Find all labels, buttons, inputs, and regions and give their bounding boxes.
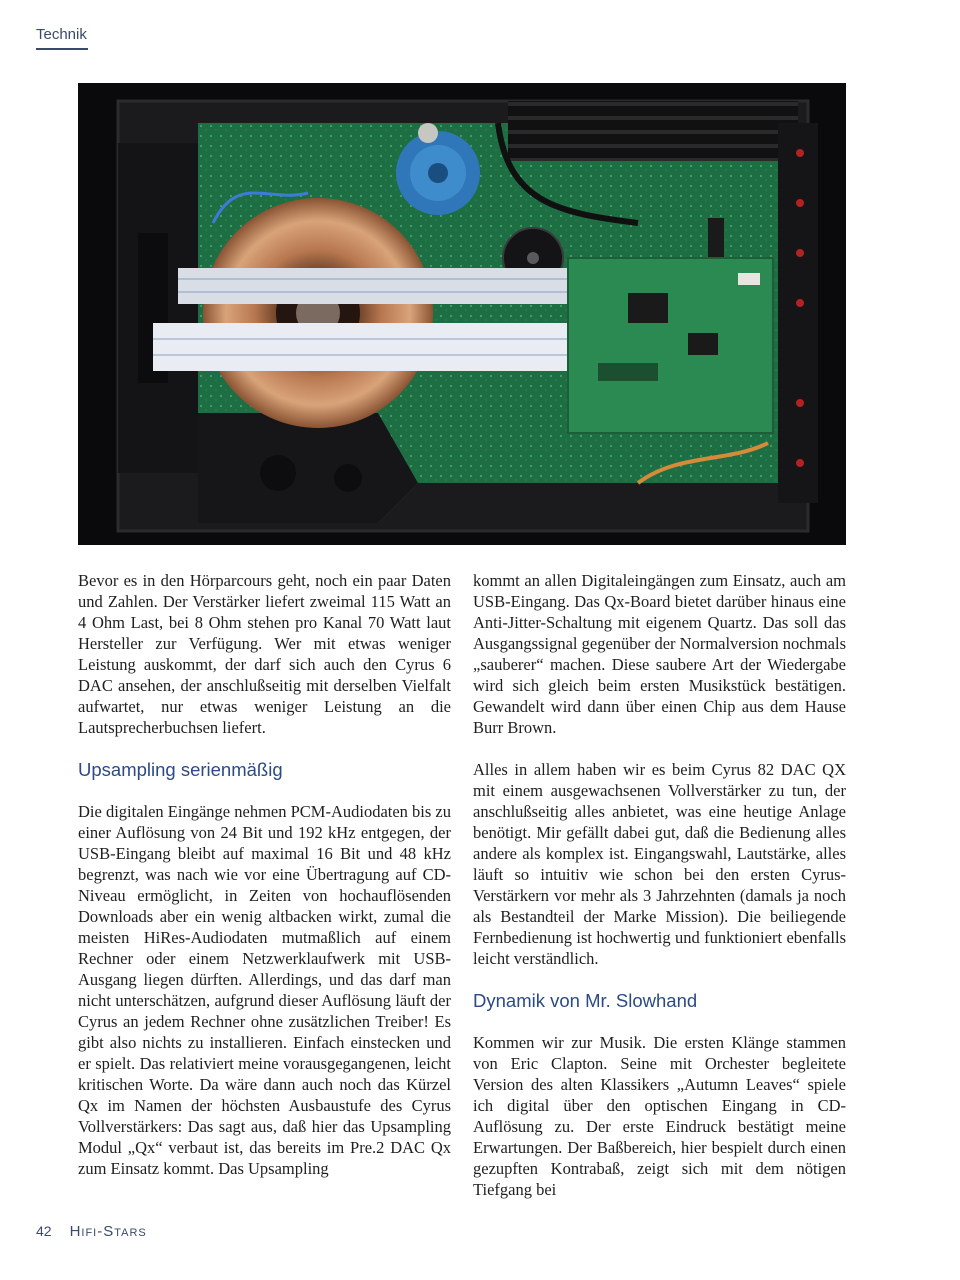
section-label: Technik: [36, 26, 87, 43]
body-paragraph: Alles in allem haben wir es beim Cyrus 82 DAC QX mit einem ausgewachsenen Vollverstärker zu tun, der anschlußseitig alles anbietet, was eine heutige Anlage benötigt. Mir gefällt dabei gut, daß die Bedienung alles andere als komplex ist. Eingangswahl, Lautstärke, alles läuft so intuitiv wie schon bei den ersten Cyrus-Verstärkern vor mehr als 3 Jahrzehnten (damals ja noch als Bestandteil der Marke Mission). Die beiliegende Fernbedienung ist hochwertig und funktioniert ebenfalls leicht verständlich.: [473, 760, 846, 968]
body-paragraph: kommt an allen Digitaleingängen zum Einsatz, auch am USB-Eingang. Das Qx-Board bietet darüber hinaus eine Anti-Jitter-Schaltung mit eigenem Quartz. Das soll das Ausgangssignal gegenüber der Normalversion nochmals „sauberer“ machen. Diese saubere Art der Wiedergabe wird sich gleich beim ersten Musikstück bestätigen. Gewandelt wird dann über einen Chip aus dem Hause Burr Brown.: [473, 571, 846, 737]
magazine-name: Hifi-Stars: [69, 1223, 147, 1240]
subheading-dynamik: Dynamik von Mr. Slowhand: [473, 990, 698, 1011]
text-column-left: [78, 570, 451, 1179]
page-footer: [36, 1223, 147, 1240]
body-paragraph: Bevor es in den Hörparcours geht, noch ein paar Daten und Zahlen. Der Verstärker liefert zweimal 115 Watt an 4 Ohm Last, bei 8 Ohm stehen pro Kanal 70 Watt laut Hersteller zur Verfügung. Wer mit etwas weniger Leistung auskommt, der darf sich auch den Cyrus 6 DAC ansehen, der anschlußseitig mit derselben Vielfalt aufwartet, nur etwas weniger Leistung an die Lautsprecherbuchsen liefert.: [78, 571, 451, 737]
body-paragraph: Die digitalen Eingänge nehmen PCM-Audiodaten bis zu einer Auflösung von 24 Bit und 192 kHz entgegen, der USB-Eingang bleibt auf maximal 16 Bit und 48 kHz begrenzt, was nach wie vor eine Übertragung auf CD-Niveau ermöglicht, in Zeiten von hochauflösenden Downloads aber ein wenig altbacken wirkt, zumal die meisten HiRes-Audiodaten mutmaßlich auf einem Rechner oder einem Netzwerklaufwerk mit USB-Ausgang liegen dürften. Allerdings, und das darf man nicht unterschätzen, aufgrund dieser Auflösung läuft der Cyrus an jedem Rechner ohne zusätzlichen Treiber! Es gibt also nichts zu installieren. Einfach einstecken und er spielt. Das relativiert meine vorausgegangenen, leicht kritischen Worte. Da wäre dann auch noch das Kürzel Qx im Namen der höchsten Ausbaustufe des Cyrus Vollverstärkers: Das sagt aus, daß hier das Upsampling Modul „Qx“ verbaut ist, das bereits im Pre.2 DAC Qx zum Einsatz kommt. Das Upsampling: [78, 802, 452, 1178]
page-number: 42: [36, 1223, 52, 1239]
section-underline: [36, 48, 88, 50]
text-column-right: [473, 570, 846, 1200]
body-paragraph: Kommen wir zur Musik. Die ersten Klänge stammen von Eric Clapton. Seine mit Orchester begleitete Version des alten Klassikers „Autumn Leaves“ spiele ich digital über den optischen Eingang in CD-Auflösung zu. Der erste Eindruck bestätigt meine Erwartungen. Der Baßbereich, hier bespielt durch einen gezupften Kontrabaß, zeigt sich mit dem nötigen Tiefgang bei: [473, 1033, 846, 1199]
amplifier-interior-photo: [78, 83, 846, 545]
subheading-upsampling: Upsampling serienmäßig: [78, 759, 283, 780]
